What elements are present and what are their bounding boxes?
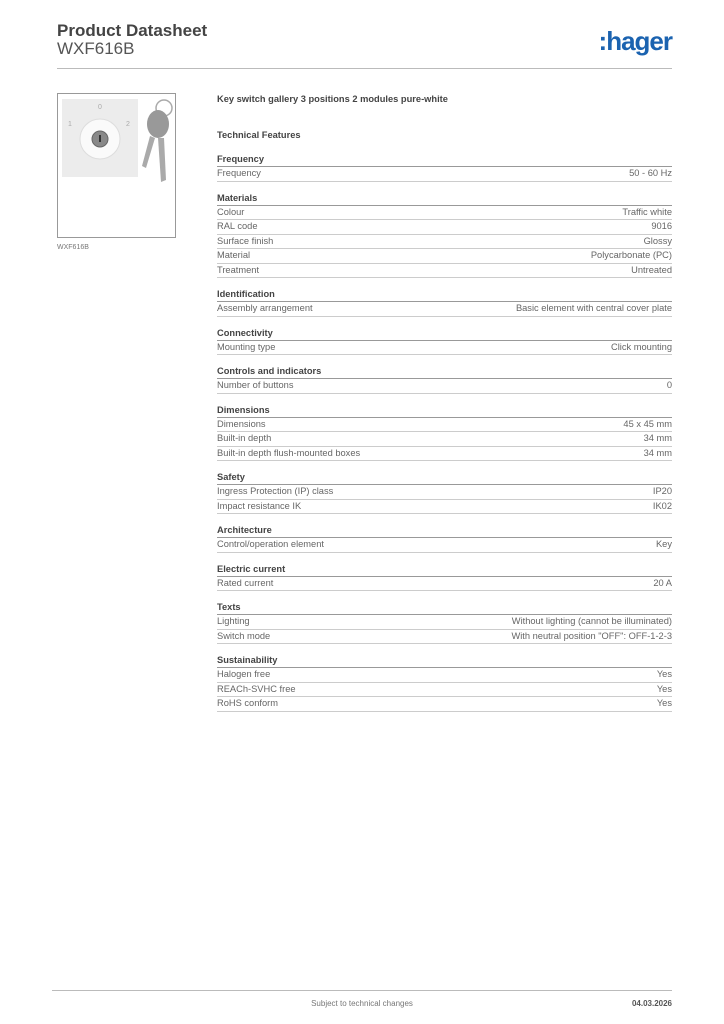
section-heading: Architecture bbox=[217, 523, 672, 538]
spec-row bbox=[217, 538, 672, 553]
spec-value: Key bbox=[655, 539, 672, 549]
spec-value: Without lighting (cannot be illuminated) bbox=[511, 616, 672, 626]
spec-row bbox=[217, 418, 672, 433]
spec-row bbox=[217, 500, 672, 515]
spec-row bbox=[217, 220, 672, 235]
spec-label: Colour bbox=[217, 206, 245, 217]
spec-row bbox=[217, 302, 672, 317]
spec-section bbox=[217, 600, 672, 644]
spec-label: Control/operation element bbox=[217, 539, 324, 549]
spec-label: Number of buttons bbox=[217, 380, 294, 390]
spec-row bbox=[217, 697, 672, 712]
section-heading: Electric current bbox=[217, 562, 672, 577]
spec-row bbox=[217, 249, 672, 264]
spec-value: 9016 bbox=[651, 221, 672, 231]
spec-section bbox=[217, 287, 672, 317]
spec-label: RoHS conform bbox=[217, 698, 278, 708]
section-heading: Frequency bbox=[217, 152, 672, 167]
product-name: Key switch gallery 3 positions 2 modules pure-white bbox=[217, 94, 448, 104]
spec-label: Switch mode bbox=[217, 630, 271, 641]
spec-row bbox=[217, 341, 672, 356]
spec-value: Untreated bbox=[631, 264, 672, 275]
position-label-1: 1 bbox=[68, 121, 72, 128]
section-heading: Materials bbox=[217, 191, 672, 206]
spec-label: Halogen free bbox=[217, 669, 271, 679]
spec-value: Glossy bbox=[643, 235, 672, 246]
spec-section bbox=[217, 470, 672, 514]
spec-label: Rated current bbox=[217, 577, 274, 588]
spec-section bbox=[217, 364, 672, 394]
spec-label: Surface finish bbox=[217, 235, 274, 246]
spec-label: RAL code bbox=[217, 221, 258, 231]
spec-value: IK02 bbox=[652, 500, 672, 511]
section-heading: Connectivity bbox=[217, 326, 672, 341]
spec-section bbox=[217, 326, 672, 356]
spec-section bbox=[217, 523, 672, 553]
hager-logo: :hager bbox=[598, 26, 672, 56]
spec-label: Mounting type bbox=[217, 341, 276, 352]
spec-section bbox=[217, 653, 672, 712]
key-switch-illustration bbox=[58, 94, 175, 237]
spec-value: Traffic white bbox=[622, 206, 672, 217]
position-label-2: 2 bbox=[126, 121, 130, 128]
spec-row bbox=[217, 379, 672, 394]
spec-label: Built-in depth flush-mounted boxes bbox=[217, 447, 361, 458]
spec-label: Built-in depth bbox=[217, 433, 272, 443]
page-title: Product Datasheet bbox=[57, 21, 208, 40]
section-heading: Identification bbox=[217, 287, 672, 302]
spec-value: 45 x 45 mm bbox=[623, 418, 672, 429]
spec-value: Polycarbonate (PC) bbox=[590, 250, 672, 260]
spec-value: IP20 bbox=[652, 486, 672, 496]
spec-row bbox=[217, 683, 672, 698]
spec-label: Assembly arrangement bbox=[217, 303, 313, 313]
technical-features-heading: Technical Features bbox=[217, 130, 301, 140]
spec-label: Lighting bbox=[217, 616, 250, 626]
spec-row bbox=[217, 447, 672, 462]
spec-row bbox=[217, 668, 672, 683]
header-divider bbox=[57, 68, 672, 69]
spec-section bbox=[217, 191, 672, 279]
spec-section bbox=[217, 562, 672, 592]
spec-row bbox=[217, 235, 672, 250]
spec-row bbox=[217, 167, 672, 182]
section-heading: Dimensions bbox=[217, 403, 672, 418]
spec-value: 34 mm bbox=[643, 447, 672, 458]
spec-row bbox=[217, 615, 672, 630]
spec-label: REACh-SVHC free bbox=[217, 683, 296, 694]
spec-value: Yes bbox=[656, 683, 672, 694]
spec-value: Yes bbox=[656, 669, 672, 679]
section-heading: Safety bbox=[217, 470, 672, 485]
spec-value: 34 mm bbox=[643, 433, 672, 443]
footer-note: Subject to technical changes bbox=[311, 999, 413, 1008]
position-label-0: 0 bbox=[98, 104, 102, 111]
spec-row bbox=[217, 577, 672, 592]
spec-label: Frequency bbox=[217, 168, 261, 178]
section-heading: Texts bbox=[217, 600, 672, 615]
spec-row bbox=[217, 485, 672, 500]
spec-label: Material bbox=[217, 250, 251, 260]
product-code: WXF616B bbox=[57, 39, 135, 58]
spec-row bbox=[217, 630, 672, 645]
spec-value: Basic element with central cover plate bbox=[515, 303, 672, 313]
product-image bbox=[57, 93, 176, 238]
spec-row bbox=[217, 206, 672, 221]
spec-value: With neutral position "OFF": OFF-1-2-3 bbox=[511, 630, 672, 641]
spec-value: Click mounting bbox=[611, 341, 672, 352]
spec-row bbox=[217, 264, 672, 279]
spec-section bbox=[217, 152, 672, 182]
spec-label: Treatment bbox=[217, 264, 260, 275]
spec-value: 0 bbox=[666, 380, 672, 390]
spec-section bbox=[217, 403, 672, 462]
spec-row bbox=[217, 432, 672, 447]
spec-value: 50 - 60 Hz bbox=[629, 168, 672, 178]
spec-value: Yes bbox=[656, 698, 672, 708]
spec-label: Dimensions bbox=[217, 418, 266, 429]
image-caption: WXF616B bbox=[57, 244, 89, 251]
footer-date: 04.03.2026 bbox=[631, 999, 672, 1008]
spec-content bbox=[217, 94, 672, 721]
spec-value: 20 A bbox=[653, 577, 672, 588]
section-heading: Sustainability bbox=[217, 653, 672, 668]
spec-label: Impact resistance IK bbox=[217, 500, 302, 511]
footer-divider bbox=[52, 990, 672, 991]
section-heading: Controls and indicators bbox=[217, 364, 672, 379]
spec-label: Ingress Protection (IP) class bbox=[217, 486, 334, 496]
